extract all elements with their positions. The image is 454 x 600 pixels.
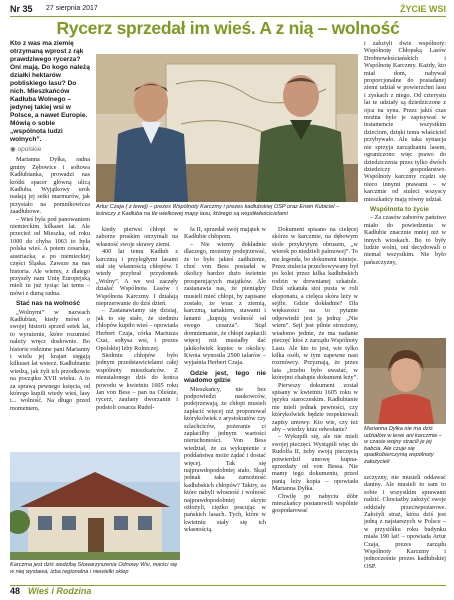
magazine-name: Wieś i Rodzina	[28, 586, 92, 596]
header-rule	[10, 16, 446, 17]
paragraph: – Nie wiemy dokładnie dlaczego, możemy podejrzewać, że to było jakieś zadłużenie, choć von Bess posiadał w okolicy bardzo dużo świetnie prosperujących majątków. Ale zastanawia nas, że pieniądzy musieli mieć chłopi, by zapisane zostało, że wraz z ziemią, karczmą, tartakiem, stawami i łanami „kupują wolność od swego cesarza”. Stąd domniemanie, że chłopi zapłacili więcej niż musiałby dać jakikolwiek kupiec w okolicy. Kwota wynosiła 2500 talarów – wyjaśnia Herbert Czaja.	[184, 240, 266, 367]
photo-caption-top: Artur Czaja ( z lewej) – prezes Wspólnoty Karczmy i prezes kadłubskiej OSP oraz Erwin Kubiciel – leśniczy z Kadłuba na tle wielkowej mapy lasu, którego są współwłaścicielami	[96, 204, 340, 217]
location-icon: ◉	[10, 146, 18, 153]
issue-date: 27 sierpnia 2017	[46, 5, 98, 12]
subheading: Wspólnota to życie	[370, 205, 429, 213]
paragraph: Dokument spisano na cielęcej skórze w karczmie, na dębowym stole przykrytym obrusem, „w wtorek po niedzieli palmowej”. To nie legenda, bo dokument istnieje. Przez stulecia przechowywany był po kolei przez kilka kadłubskich rodzin w drewnianej szkatule. Dziś szkatuła stoi pusta w roli eksponatu, a cielęca skóra leży w sejfie. Gdzie dokładnie? Dla większości na to pytanie odpowiedź jest ją jedną: „Nie wiem”. Sejf jest pilnie strzeżony, wiadomo jednie, że ma nadanie pieczęć ktoś z zarządu Wspólnoty Lasu. Ale kto to jest, wie tylko kilka osób, w tym zapewne nasi rozmówcy. Przyznają, że przez lata „trzebu było uważać, w którejmi chałupie dokument leży”.	[272, 226, 358, 382]
column-5-continued	[364, 474, 446, 580]
photo-caption-right: Marianna Dyłka nie ma dziś udziałów w lesie ani karczmie – w czasie wojny stracili je jej babcia. Ale czuje się spadkobierczynią wspólnoty założycieli	[364, 426, 443, 465]
column-4	[272, 226, 358, 578]
article-lead: Kto z was ma ziemię otrzymaną wprost z rąk prawdziwego rycerza? Oni mają. Do kogo należą działki hektarów pobliskiego lasu? Do nich. Mieszkańców Kadłuba Wolnego – jedynej takiej wsi w Polsce, a nawet Europie. Mówią o sobie „wspólnota ludzi wolnych”.	[10, 40, 90, 143]
page-number: 48	[10, 586, 21, 596]
column-3	[184, 226, 266, 578]
photo-men-with-map	[96, 54, 358, 202]
issue-number: Nr 35	[10, 4, 33, 14]
paragraph: – Wykupili się, ale nie mieli swojej pieczęci. Wystąpili więc do Rudolfa II, żeby swoją pieczęcią potwierdził umowę kupna-sprzedaży od von Bessa. Nie mamy tego dokumentu, przed panią leży kopia – opowiada Marianna Dyłka.	[272, 433, 358, 493]
paragraph: – Za czasów zaborów państwo miało do powiedzenia w Kadłubie znacznie mniej niż w innych wioskach. Bo to były ludzie wolni, oni decydowali o niemal wszystkim. Nie było pańszczyzny,	[364, 214, 446, 266]
photo-karczma-building	[10, 452, 180, 560]
photo-illustration	[96, 54, 358, 202]
paragraph: „Wolnymi” w nazwach Kadłubian, kiedy mówi o swojej historii sprzed setek lat, to wyrażenie, które rozumieć należy wręcz dosłownie. Bo historie rodzinne pani Marianny i wielu jej krajan sięgają kilkuset lat wstecz. Kadłubianie wiedzą, jak żyli ich przodkowie na początku XVII wieku. A to za sprawą pewnego księcia, od którego kupili wtedy wieś, lasy i... wolność. Na długo przed momentem,	[10, 308, 90, 412]
article-title: Rycerz sprzedał im wieś. A z nią – wolność	[56, 18, 400, 38]
photo-illustration	[10, 452, 180, 560]
paragraph: kiedy pierwsi chłopi w zaborze pruskim otrzymali na własność swoje skrawy ziemi.	[96, 226, 178, 248]
paragraph: – Wieś była pod panowaniem niemieckim kilkaset lat. Ale przecież od Mieszka, od roku 1000 do chyba 1063 to była polska wieś. A potem cesarska, austriacka, a po niemieckiej części Śląska. Zawsze na nas historia. Ale wiemy, z dlatego przyszły nam Unię Europejską mieli tu już tysiąc lat temu – mówi z dumą radna.	[10, 215, 90, 297]
byline-region: opolskie	[17, 146, 42, 153]
paragraph: szczyzny, nie musieli oddawać daniny. Ale musieli to sam to sobie i wszystkim sprawami radzić. Chociażby założyć swoje oddziały przeciwpożarowe. Założyli straż, która dziś jest jedną z najstarszych w Polsce – w przysiółku roku budynku miała 190 lat! – opowiada Artur Czaja, prezes zarządu Wspólnoty Karczmy i jednocześnie prezes kadłubskiej OSP.	[364, 474, 446, 570]
column-2	[96, 226, 178, 450]
photo-caption-bottom: Karczma jest dziś siedzibą Stowarzyszenia Odnowy Wsi, mieści się w niej wystawa, izba regionalna i niewielki sklep	[10, 562, 178, 575]
paragraph: Marianna Dyłka, radna gminy Żębowice i sołtowa Kadłubianka, prowadzi nas krótki spacer główną ulicą Kadłuba. Wyjątkowy urok nadają jej setki marmurów, jak przystało na pomnikowicza zaadłubowe.	[10, 156, 90, 216]
paragraph: Mieszkańcy, nie bez podpowiedzi naukowców, podejrzewają, że chłopi musieli zapłacić więcej niż proponował którykolwiek z arystokratów czy szlachciców, pożeranie ci zapłacilby jednym wartości nieruchomości. Von Bess wiedział, że za wykupienie z poddaństwa może żądać i dostać więcej. Tak się najprawdopodobniej stało. Skąd jednak taka zamożność kadłubskich chłopów? Takiry, za które nabyli włosność i wolność najprawdopodobniej skryte ożłożyli, ciężko pracując w pańskich lasach. Tych, które w kwietniu stały się ich własnością.	[184, 385, 266, 534]
subheading: Stać nas na wolność	[16, 300, 80, 308]
column-5	[364, 40, 446, 336]
section-name: ŻYCIE WSI	[399, 4, 446, 14]
paragraph: – Zastanawiamy się dzisiaj, jak to się stało, że siedmiu chłopów kupiło wieś – opowiada Herbert Czaja, córka Mariusza Czai, sołtysa wsi, i prezes Opolskiej Izby Rolniczej.	[96, 307, 178, 352]
paragraph: Pierwszy dokument został spisany w kwietniu 1605 roku w języku staroczeskim. Kadłubianie nie mieli jednak pewności, czy którykolwiek będzie respektowali zapisy umowy. Kto wie, czy też aby – wiedzy ktuz odwołanie?	[272, 381, 358, 433]
paragraph: Siedmiu chłopów było jednym przedstawicielami całej wspólnoty mieszkańców. Z nieustalonego dziś do końca powodu w kwietniu 1605 roku Jan von Bess – pan na Oleśnie, rycerz, zaufany dworzanin i podstoli cesarza Rudol-	[96, 351, 178, 411]
paragraph: Chwilę po nabyciu dóbr mieszkańcy postanowili wspólnie gospodarować	[272, 492, 358, 515]
paragraph: i założyli dwie wspólnoty: Wspólnotę Chłopską Lasów Drobnowłościańskich i Wspólnotę Karczmy. Każdy, kto miał dom, nabywał proporcjonalne do posiadanej ziemi udział w powierzchni lasu i zyskach z niego. Od czterystu lat te udziały są dziedziczone z ojca na syna. Przez jakiś czas można było je zapisywać w testamencie wszystkim dzieciom, dzięki temu właściciel przybywało. Ale taka sytuacja nie sprzyja zarządzaniu lasem, ograniczono więc prawo do dziedziczenia przez tylko dwóch dziedziczy gospodarstwo. Wspólnoty karczmy rządzi się nieco innymi prawami – w karczmie od stuleci wszyscy mieszkańcy mają równy udział.	[364, 40, 446, 203]
photo-marianna-dylka	[364, 338, 446, 424]
paragraph: fa II, sprzedał swój majątek w Kadłubie chłopom.	[184, 226, 266, 241]
subheading: Gdzie jest, tego nie wiadomo gdzie	[184, 369, 266, 385]
photo-illustration	[364, 338, 446, 424]
byline	[10, 146, 90, 153]
paragraph: 400 lat temu Kadłub z karczmą i przyległymi lasami stał się własnością chłopów. I wtedy przybrał przydomek „Wolny”. A we wsi zaczęły działać Wspólnota Lasów i Wspólnota Karczmy. I działają nieprzerwanie do dziś dzień.	[96, 248, 178, 308]
